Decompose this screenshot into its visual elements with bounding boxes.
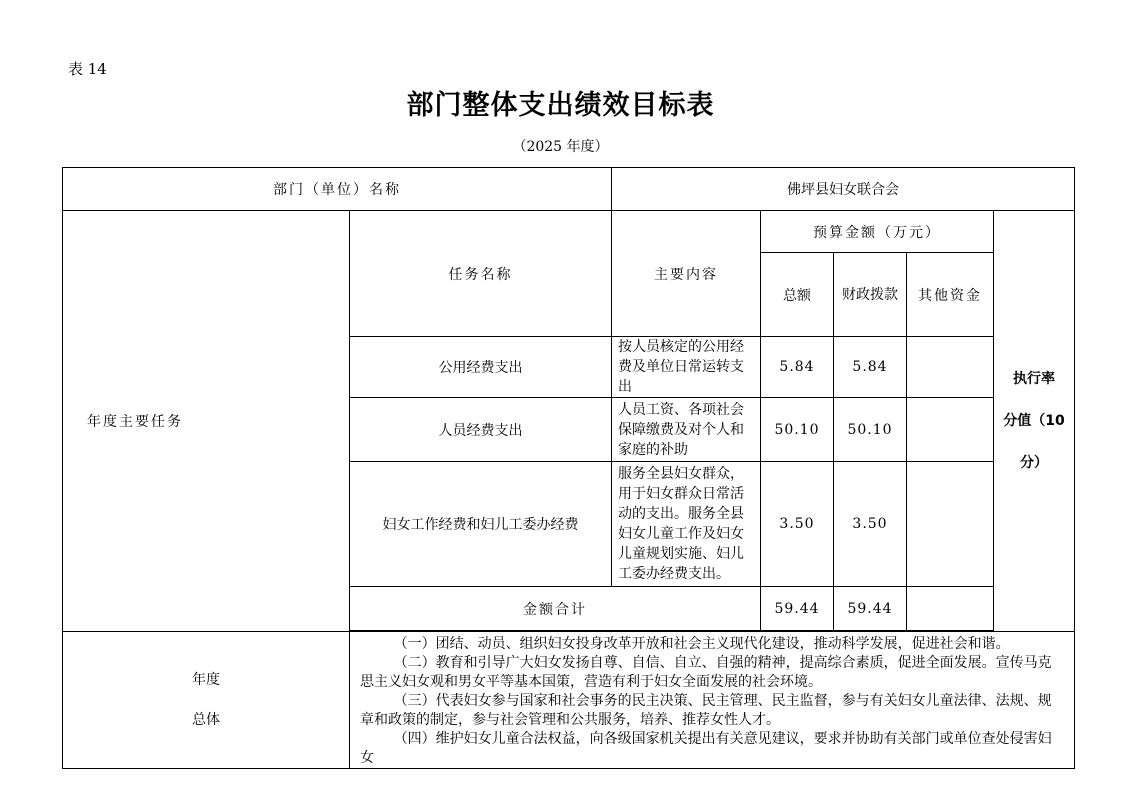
goals-label — [63, 632, 350, 769]
performance-table — [62, 167, 1075, 769]
task-name: 公用经费支出 — [350, 337, 612, 398]
page-title: 部门整体支出绩效目标表 — [406, 90, 715, 121]
execution-rate-cell — [994, 211, 1075, 632]
task-other — [907, 398, 994, 462]
header-budget: 预算金额（万元） — [761, 211, 994, 253]
execution-rate-line3: 分） — [1020, 455, 1049, 471]
task-name: 妇女工作经费和妇儿工委办经费 — [350, 462, 612, 587]
task-other — [907, 462, 994, 587]
task-total: 50.10 — [761, 398, 834, 462]
task-total: 5.84 — [761, 337, 834, 398]
dept-label: 部门（单位）名称 — [63, 168, 612, 211]
tasks-section-label: 年度主要任务 — [63, 211, 350, 632]
sum-total: 59.44 — [761, 587, 834, 631]
header-content: 主要内容 — [612, 211, 761, 337]
task-content: 按人员核定的公用经费及单位日常运转支出 — [612, 337, 761, 398]
dept-name: 佛坪县妇女联合会 — [612, 168, 1075, 211]
task-total: 3.50 — [761, 462, 834, 587]
header-task-name: 任务名称 — [350, 211, 612, 337]
goals-row — [63, 632, 1075, 769]
goal-item: （四）维护妇女儿童合法权益，向各级国家机关提出有关意见建议，要求并协助有关部门或单位查处侵害妇女 — [360, 731, 1052, 766]
sum-other — [907, 587, 994, 631]
task-other — [907, 337, 994, 398]
goal-item: （一）团结、动员、组织妇女投身改革开放和社会主义现代化建设，推动科学发展，促进社会和谐。 — [393, 636, 1010, 652]
goals-label-line1: 年度 — [192, 672, 220, 688]
table-number: 表 14 — [68, 60, 107, 78]
sum-fiscal: 59.44 — [834, 587, 907, 631]
task-fiscal: 50.10 — [834, 398, 907, 462]
header-fiscal: 财政拨款 — [834, 253, 907, 337]
goal-item: （三）代表妇女参与国家和社会事务的民主决策、民主管理、民主监督，参与有关妇女儿童法律、法规、规章和政策的制定，参与社会管理和公共服务，培养、推荐女性人才。 — [360, 693, 1052, 728]
execution-rate-line2: 分值（10 — [1003, 413, 1065, 429]
header-total: 总额 — [761, 253, 834, 337]
task-name: 人员经费支出 — [350, 398, 612, 462]
task-fiscal: 3.50 — [834, 462, 907, 587]
goals-content — [350, 632, 1075, 769]
header-row-1 — [63, 211, 1075, 253]
header-other: 其他资金 — [907, 253, 994, 337]
execution-rate-line1: 执行率 — [1013, 371, 1056, 387]
sum-label: 金额合计 — [350, 587, 761, 631]
dept-row — [63, 168, 1075, 211]
goals-label-line2: 总体 — [192, 712, 220, 728]
task-fiscal: 5.84 — [834, 337, 907, 398]
task-content: 人员工资、各项社会保障缴费及对个人和家庭的补助 — [612, 398, 761, 462]
task-content: 服务全县妇女群众，用于妇女群众日常活动的支出。服务全县妇女儿童工作及妇女儿童规划实施、妇儿工委办经费支出。 — [612, 462, 761, 587]
fiscal-year: （2025 年度） — [512, 139, 609, 155]
goal-item: （二）教育和引导广大妇女发扬自尊、自信、自立、自强的精神，提高综合素质，促进全面发展。宣传马克思主义妇女观和男女平等基本国策，营造有利于妇女全面发展的社会环境。 — [360, 655, 1052, 690]
